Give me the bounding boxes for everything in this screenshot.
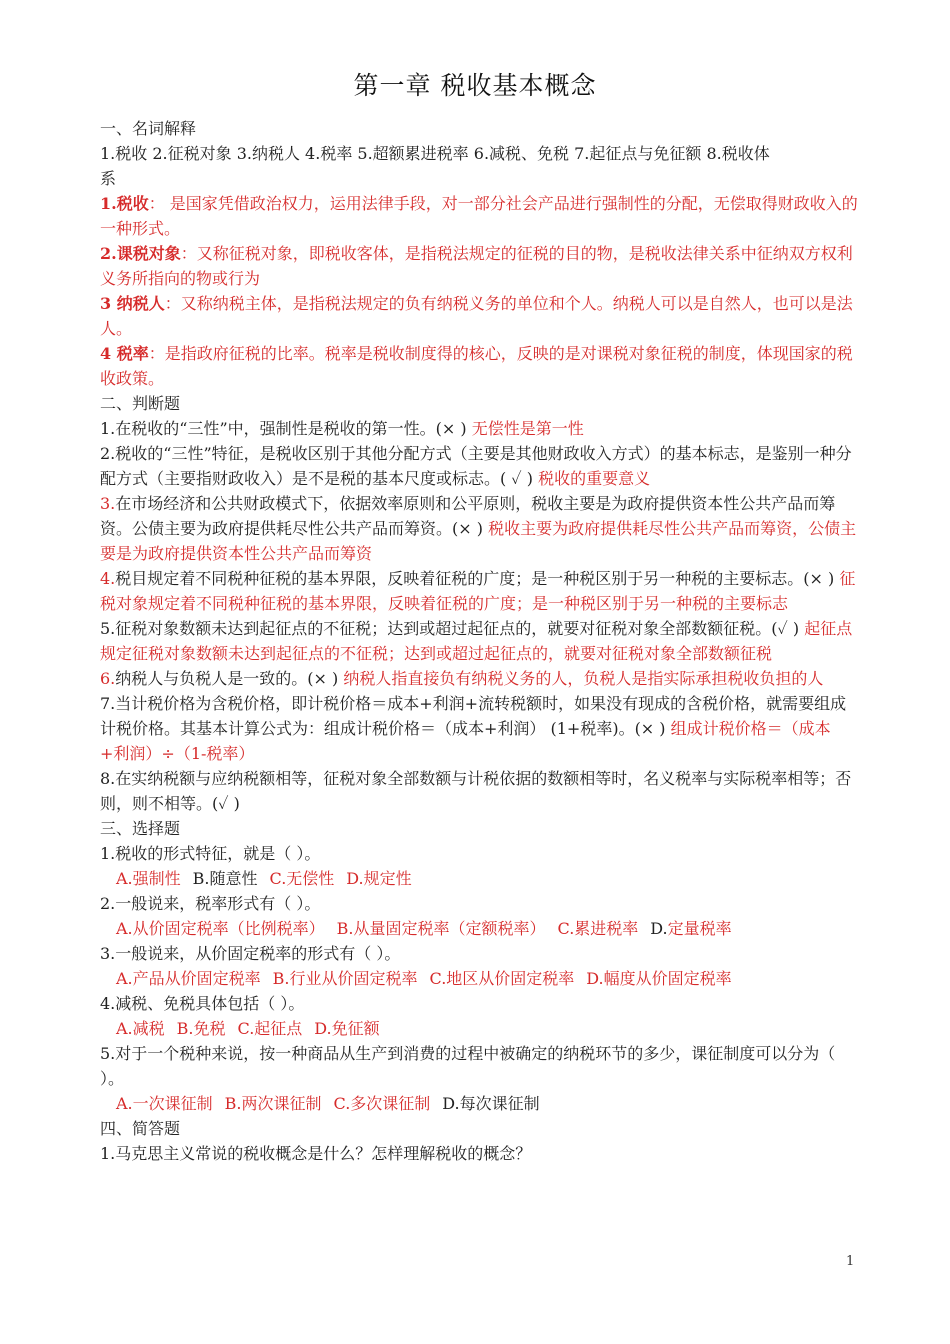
choice-question-2: 2.一般说来，税率形式有（ ）。 <box>100 894 321 913</box>
chapter-title: 第一章 税收基本概念 <box>353 71 597 100</box>
terms-list <box>100 141 860 191</box>
option-b: B.行业从价固定税率 <box>272 969 418 988</box>
option-b: B.免税 <box>176 1019 226 1038</box>
page-number: 1 <box>846 1254 855 1269</box>
definition-1 <box>100 191 860 241</box>
judgement-8 <box>100 766 860 816</box>
option-d: D.幅度从价固定税率 <box>586 969 732 988</box>
terms-line-2: 系 <box>100 169 117 188</box>
answer-note: 税收主要为政府提供耗尽性公共产品而筹资，公债主要是为政府提供资本性公共产品而筹资 <box>100 519 857 563</box>
judgement-1 <box>100 416 860 441</box>
definition-term: 3 纳税人 <box>100 294 165 313</box>
short-answer-question-1: 1.马克思主义常说的税收概念是什么？怎样理解税收的概念？ <box>100 1144 532 1163</box>
answer-note: 起征点规定征税对象数额未达到起征点的不征税；达到或超过起征点的，就要对征税对象全部数额征税 <box>100 619 853 663</box>
choice-options-3 <box>100 966 860 991</box>
option-a: A.产品从价固定税率 <box>116 969 261 988</box>
definition-term: 1.税收 <box>100 194 149 213</box>
question-text: 在市场经济和公共财政模式下，依据效率原则和公平原则，税收主要是为政府提供资本性公共产品而筹资。公债主要为政府提供耗尽性公共产品而筹资。(× ) <box>100 494 836 538</box>
content <box>100 116 860 1166</box>
definition-text: ：是指政府征税的比率。税率是税收制度得的核心，反映的是对课税对象征税的制度，体现国家的税收政策。 <box>100 344 853 388</box>
choice-options-5 <box>100 1091 860 1116</box>
answer-note: 无偿性是第一性 <box>471 419 584 438</box>
option-d-letter: D. <box>650 919 668 938</box>
option-c: C.多次课征制 <box>333 1094 431 1113</box>
option-a: A.减税 <box>116 1019 165 1038</box>
judgement-7 <box>100 691 860 766</box>
judgement-6 <box>100 666 860 691</box>
option-d-text: 定量税率 <box>667 919 732 938</box>
section-heading-definitions: 一、名词解释 <box>100 119 197 138</box>
option-a: A.从价固定税率（比例税率） <box>116 919 325 938</box>
choice-question-4: 4.减税、免税具体包括（ ）。 <box>100 994 305 1013</box>
question-number: 3. <box>100 494 116 513</box>
option-b: B.随意性 <box>192 869 258 888</box>
option-c: C.地区从价固定税率 <box>429 969 575 988</box>
option-b: B.从量固定税率（定额税率） <box>336 919 546 938</box>
definition-term: 2.课税对象 <box>100 244 181 263</box>
section-heading-choice: 三、选择题 <box>100 819 181 838</box>
answer-note: 征税对象规定着不同税种征税的基本界限，反映着征税的广度；是一种税区别于另一种税的主要标志 <box>100 569 856 613</box>
option-a: A.强制性 <box>116 869 181 888</box>
judgement-3 <box>100 491 860 566</box>
terms-line-1: 1.税收 2.征税对象 3.纳税人 4.税率 5.超额累进税率 6.减税、免税 7.起征点与免征额 8.税收体 <box>100 144 770 163</box>
question-text: 5.征税对象数额未达到起征点的不征税；达到或超过起征点的，就要对征税对象全部数额征税。(✓ ) <box>100 619 805 638</box>
choice-question-3: 3.一般说来，从价固定税率的形式有（ ）。 <box>100 944 401 963</box>
section-heading-judgement: 二、判断题 <box>100 394 181 413</box>
choice-options-2 <box>100 916 860 941</box>
question-text: 8.在实纳税额与应纳税额相等，征税对象全部数额与计税依据的数额相等时，名义税率与实际税率相等；否则，则不相等。(✓ ) <box>100 769 852 813</box>
question-text: 纳税人与负税人是一致的。(× ) <box>115 669 344 688</box>
answer-note: 税收的重要意义 <box>538 469 651 488</box>
definition-3 <box>100 291 860 341</box>
option-b: B.两次课征制 <box>224 1094 322 1113</box>
choice-question-5: 5.对于一个税种来说，按一种商品从生产到消费的过程中被确定的纳税环节的多少，课征制度可以分为（ ）。 <box>100 1044 836 1088</box>
question-number: 4. <box>100 569 116 588</box>
judgement-2 <box>100 441 860 491</box>
choice-question-1: 1.税收的形式特征，就是（ ）。 <box>100 844 321 863</box>
judgement-5 <box>100 616 860 666</box>
option-a: A.一次课征制 <box>116 1094 213 1113</box>
question-text: 税目规定着不同税种征税的基本界限，反映着征税的广度；是一种税区别于另一种税的主要标志。(× ) <box>115 569 840 588</box>
choice-options-1 <box>100 866 860 891</box>
answer-note: 纳税人指直接负有纳税义务的人，负税人是指实际承担税收负担的人 <box>343 669 824 688</box>
section-heading-short-answer: 四、简答题 <box>100 1119 181 1138</box>
definition-text: ： 是国家凭借政治权力，运用法律手段，对一部分社会产品进行强制性的分配，无偿取得财政收入的一种形式。 <box>100 194 858 238</box>
question-number: 6. <box>100 669 116 688</box>
question-text: 7.当计税价格为含税价格，即计税价格＝成本+利润+流转税额时，如果没有现成的含税价格，就需要组成计税价格。其基本计算公式为：组成计税价格＝（成本+利润） (1+税率)。(× ) <box>100 694 847 738</box>
answer-note: 组成计税价格＝（成本+利润）÷（1-税率） <box>100 719 831 763</box>
option-c: C.累进税率 <box>557 919 639 938</box>
option-d: D.规定性 <box>346 869 412 888</box>
option-d: D.免征额 <box>314 1019 380 1038</box>
question-text: 2.税收的“三性”特征，是税收区别于其他分配方式（主要是其他财政收入方式）的基本标志，是鉴别一种分配方式（主要指财政收入）是不是税的基本尺度或标志。( ✓ ) <box>100 444 852 488</box>
option-c: C.起征点 <box>237 1019 303 1038</box>
definition-text: ：又称纳税主体，是指税法规定的负有纳税义务的单位和个人。纳税人可以是自然人，也可以是法人。 <box>100 294 853 338</box>
definition-2 <box>100 241 860 291</box>
option-c: C.无偿性 <box>269 869 335 888</box>
definition-4 <box>100 341 860 391</box>
definition-term: 4 税率 <box>100 344 149 363</box>
choice-options-4 <box>100 1016 860 1041</box>
definition-text: ：又称征税对象，即税收客体，是指税法规定的征税的目的物，是税收法律关系中征纳双方权利义务所指向的物或行为 <box>100 244 853 288</box>
judgement-4 <box>100 566 860 616</box>
option-d: D.每次课征制 <box>442 1094 540 1113</box>
question-text: 1.在税收的“三性”中，强制性是税收的第一性。(× ) <box>100 419 472 438</box>
